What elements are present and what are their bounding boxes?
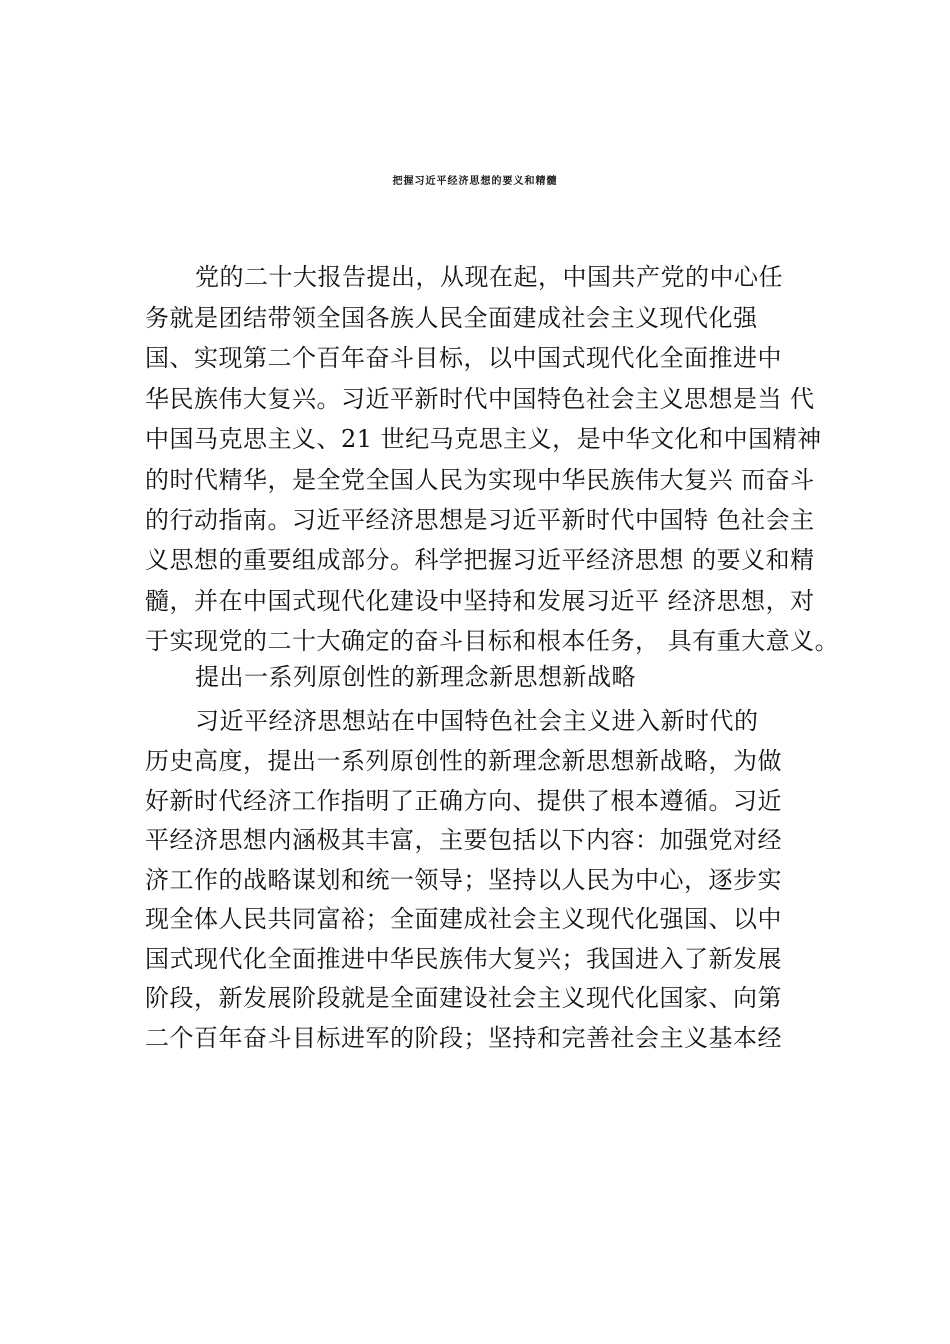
text-line-17: 现全体人民共同富裕；全面建成社会主义现代化强国、以中 <box>145 905 782 933</box>
text-line-10: 于实现党的二十大确定的奋斗目标和根本任务， 具有重大意义。 <box>145 627 840 655</box>
text-line-3: 国、实现第二个百年奋斗目标，以中国式现代化全面推进中 <box>145 344 782 372</box>
text-line-4: 华民族伟大复兴。习近平新时代中国特色社会主义思想是当 代 <box>145 385 815 413</box>
text-line-18: 国式现代化全面推进中华民族伟大复兴；我国进入了新发展 <box>145 945 782 973</box>
document-title: 把握习近平经济思想的要义和精髓 <box>392 176 558 187</box>
text-line-13: 历史高度，提出一系列原创性的新理念新思想新战略，为做 <box>145 747 782 775</box>
text-line-7: 的行动指南。习近平经济思想是习近平新时代中国特 色社会主 <box>145 506 815 534</box>
text-line-9: 髓，并在中国式现代化建设中坚持和发展习近平 经济思想，对 <box>145 587 815 615</box>
text-line-8: 义思想的重要组成部分。科学把握习近平经济思想 的要义和精 <box>145 546 815 574</box>
text-line-16: 济工作的战略谋划和统一领导；坚持以人民为中心，逐步实 <box>145 866 782 894</box>
text-line-1: 党的二十大报告提出，从现在起，中国共产党的中心任 <box>195 263 783 291</box>
text-line-19: 阶段，新发展阶段就是全面建设社会主义现代化国家、向第 <box>145 984 782 1012</box>
text-line-20: 二个百年奋斗目标进军的阶段；坚持和完善社会主义基本经 <box>145 1024 782 1052</box>
text-line-5: 中国马克思主义、21 世纪马克思主义，是中华文化和中国精神 <box>145 425 822 453</box>
text-line-12: 习近平经济思想站在中国特色社会主义进入新时代的 <box>195 707 759 735</box>
text-line-6: 的时代精华，是全党全国人民为实现中华民族伟大复兴 而奋斗 <box>145 466 815 494</box>
section-heading: 提出一系列原创性的新理念新思想新战略 <box>195 663 636 691</box>
text-line-15: 平经济思想内涵极其丰富，主要包括以下内容：加强党对经 <box>145 826 782 854</box>
text-line-14: 好新时代经济工作指明了正确方向、提供了根本遵循。习近 <box>145 787 782 815</box>
text-line-2: 务就是团结带领全国各族人民全面建成社会主义现代化强 <box>145 304 758 332</box>
